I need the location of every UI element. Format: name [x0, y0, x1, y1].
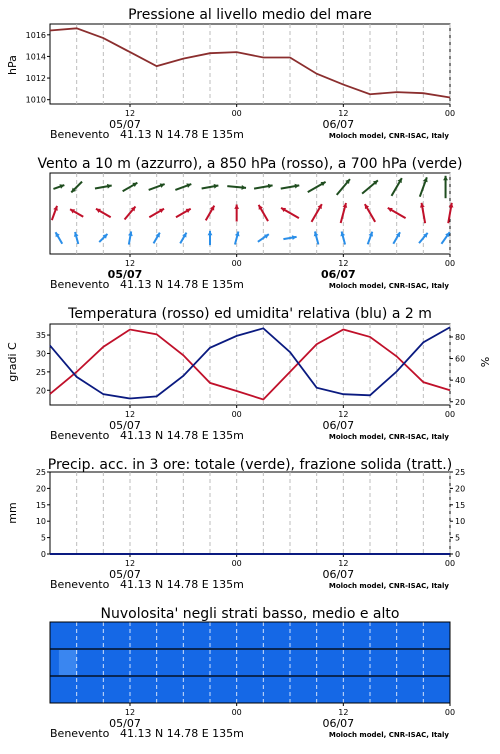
- wind-model-credit: Moloch model, CNR-ISAC, Italy: [328, 282, 449, 290]
- wind-x-tick-label: 12: [124, 259, 136, 268]
- precipitation-x-tick-label: 12: [124, 559, 136, 568]
- humidity-ylabel: %: [479, 356, 492, 368]
- wind-arrow-700hpa: [95, 184, 112, 189]
- wind-x-tick-label: 12: [338, 259, 349, 268]
- temperature-x-tick-label: 12: [124, 410, 136, 419]
- precipitation-x-tick-label: 00: [444, 559, 456, 568]
- humidity-y-tick-label: 60: [455, 354, 466, 364]
- wind-arrow-700hpa: [254, 184, 273, 189]
- pressure-coordinates: 41.13 N 14.78 E 135m: [120, 128, 244, 141]
- wind-arrow-850hpa: [234, 205, 239, 222]
- precipitation-station: Benevento: [50, 578, 110, 591]
- precipitation-y-tick-label: 15: [35, 500, 46, 510]
- precipitation-title: Precip. acc. in 3 ore: totale (verde), frazione solida (tratt.): [47, 457, 453, 473]
- pressure-x-tick-label: 00: [231, 109, 242, 118]
- wind-arrow-10m: [208, 231, 213, 245]
- temperature-y-tick-label: 25: [35, 367, 46, 377]
- precipitation-date-label: 06/07: [322, 568, 355, 581]
- wind-panel: [37, 156, 462, 291]
- pressure-line: [50, 28, 450, 97]
- temperature-coordinates: 41.13 N 14.78 E 135m: [120, 429, 244, 442]
- precipitation-ylabel: mm: [6, 502, 19, 524]
- temperature-x-tick-label: 00: [231, 410, 242, 419]
- pressure-title: Pressione al livello medio del mare: [128, 7, 372, 23]
- pressure-station: Benevento: [50, 128, 110, 141]
- pressure-y-tick-label: 1010: [25, 95, 46, 105]
- cloud-row-alto: [50, 622, 450, 649]
- precipitation-date-label: 05/07: [109, 568, 141, 581]
- wind-arrow-700hpa: [53, 184, 64, 189]
- wind-arrow-850hpa: [52, 206, 58, 220]
- temperature-humidity-panel: [6, 306, 492, 442]
- cloud-station: Benevento: [50, 727, 110, 740]
- pressure-date-label: 05/07: [109, 118, 141, 131]
- wind-arrow-700hpa: [443, 176, 448, 198]
- precipitation-coordinates: 41.13 N 14.78 E 135m: [120, 578, 244, 591]
- wind-arrow-700hpa: [202, 184, 219, 189]
- wind-arrow-700hpa: [420, 177, 428, 196]
- cloud-title: Nuvolosita' negli strati basso, medio e alto: [100, 606, 400, 622]
- temperature-date-label: 05/07: [109, 419, 141, 432]
- wind-arrow-10m: [128, 231, 133, 244]
- temperature-line: [50, 330, 450, 400]
- wind-arrow-head: [234, 205, 239, 209]
- precipitation-y-tick-label-right: 20: [455, 484, 466, 494]
- pressure-x-tick-label: 12: [124, 109, 136, 118]
- wind-arrow-850hpa: [341, 203, 348, 223]
- wind-title: Vento a 10 m (azzurro), a 850 hPa (rosso), a 700 hPa (verde): [37, 156, 463, 172]
- pressure-y-tick-label: 1016: [25, 30, 46, 40]
- humidity-y-tick-label: 20: [455, 397, 466, 407]
- precipitation-y-tick-label: 0: [40, 550, 46, 559]
- wind-arrow-850hpa: [312, 204, 322, 222]
- wind-arrow-10m: [180, 233, 186, 244]
- wind-arrow-10m: [419, 233, 428, 243]
- precipitation-plot-frame: [50, 472, 450, 554]
- precipitation-y-tick-label-right: 25: [455, 468, 466, 477]
- precipitation-y-tick-label: 5: [40, 533, 46, 543]
- precipitation-y-tick-label-right: 5: [455, 533, 461, 543]
- wind-arrow-10m: [154, 233, 160, 244]
- cloud-date-label: 05/07: [109, 717, 141, 730]
- cloud-coordinates: 41.13 N 14.78 E 135m: [120, 727, 244, 740]
- temperature-date-label: 06/07: [322, 419, 355, 432]
- humidity-line: [50, 327, 450, 398]
- cloud-x-tick-label: 12: [124, 708, 136, 717]
- wind-station: Benevento: [50, 278, 110, 291]
- pressure-x-tick-label: 00: [444, 109, 456, 118]
- temperature-model-credit: Moloch model, CNR-ISAC, Italy: [328, 433, 449, 441]
- wind-coordinates: 41.13 N 14.78 E 135m: [120, 278, 244, 291]
- wind-arrow-10m: [235, 232, 240, 245]
- wind-arrow-850hpa: [448, 203, 453, 223]
- precipitation-y-tick-label: 10: [35, 517, 46, 527]
- precipitation-y-tick-label: 25: [35, 468, 46, 477]
- cloud-model-credit: Moloch model, CNR-ISAC, Italy: [328, 731, 449, 739]
- wind-x-tick-label: 00: [444, 259, 456, 268]
- wind-arrow-10m: [56, 232, 63, 244]
- wind-date-label: 05/07: [107, 268, 143, 281]
- cloud-x-tick-label: 00: [444, 708, 456, 717]
- precipitation-y-tick-label: 20: [35, 484, 46, 494]
- wind-arrow-10m: [393, 232, 400, 244]
- precipitation-model-credit: Moloch model, CNR-ISAC, Italy: [328, 582, 449, 590]
- pressure-model-credit: Moloch model, CNR-ISAC, Italy: [328, 132, 449, 140]
- wind-arrow-head: [443, 176, 448, 180]
- pressure-ylabel: hPa: [6, 55, 19, 75]
- wind-arrow-10m: [340, 232, 345, 245]
- cloud-row-basso: [50, 676, 450, 703]
- cloud-panel: [50, 606, 455, 740]
- temperature-y-tick-label: 30: [35, 349, 46, 359]
- precipitation-y-tick-label-right: 0: [455, 550, 461, 559]
- temperature-station: Benevento: [50, 429, 110, 442]
- humidity-y-tick-label: 80: [455, 332, 466, 342]
- wind-arrow-head: [241, 185, 246, 190]
- wind-arrow-850hpa: [365, 204, 375, 222]
- temperature-title: Temperatura (rosso) ed umidita' relativa (blu) a 2 m: [68, 306, 432, 322]
- pressure-y-tick-label: 1014: [25, 52, 46, 62]
- precipitation-x-tick-label: 12: [338, 559, 349, 568]
- temperature-ylabel: gradi C: [6, 342, 19, 382]
- temperature-x-tick-label: 00: [444, 410, 456, 419]
- cloud-row-medio: [50, 649, 450, 676]
- pressure-y-tick-label: 1012: [25, 74, 46, 84]
- pressure-date-label: 06/07: [322, 118, 355, 131]
- pressure-x-tick-label: 12: [338, 109, 349, 118]
- cloud-date-label: 06/07: [322, 717, 355, 730]
- wind-arrow-10m: [74, 232, 79, 244]
- precipitation-panel: [6, 457, 465, 591]
- temperature-x-tick-label: 12: [338, 410, 349, 419]
- wind-arrow-700hpa: [281, 184, 300, 189]
- wind-date-label: 06/07: [321, 268, 356, 281]
- precipitation-x-tick-label: 00: [231, 559, 242, 568]
- humidity-y-tick-label: 40: [455, 376, 466, 386]
- temperature-plot-frame: [50, 324, 450, 405]
- wind-arrow-10m: [314, 232, 319, 245]
- precipitation-y-tick-label-right: 10: [455, 517, 466, 527]
- cloud-x-tick-label: 12: [338, 708, 349, 717]
- wind-arrow-10m: [368, 232, 373, 245]
- cloud-cell-highlight: [59, 650, 77, 675]
- wind-arrow-10m: [258, 234, 269, 242]
- wind-arrow-10m: [441, 232, 449, 244]
- pressure-panel: [6, 7, 455, 141]
- precipitation-y-tick-label-right: 15: [455, 500, 466, 510]
- temperature-y-tick-label: 20: [35, 386, 46, 396]
- wind-arrow-10m: [99, 234, 107, 242]
- temperature-y-tick-label: 35: [35, 331, 46, 341]
- wind-arrow-head: [208, 231, 213, 235]
- cloud-x-tick-label: 00: [231, 708, 242, 717]
- wind-arrow-850hpa: [420, 203, 425, 223]
- wind-x-tick-label: 00: [231, 259, 242, 268]
